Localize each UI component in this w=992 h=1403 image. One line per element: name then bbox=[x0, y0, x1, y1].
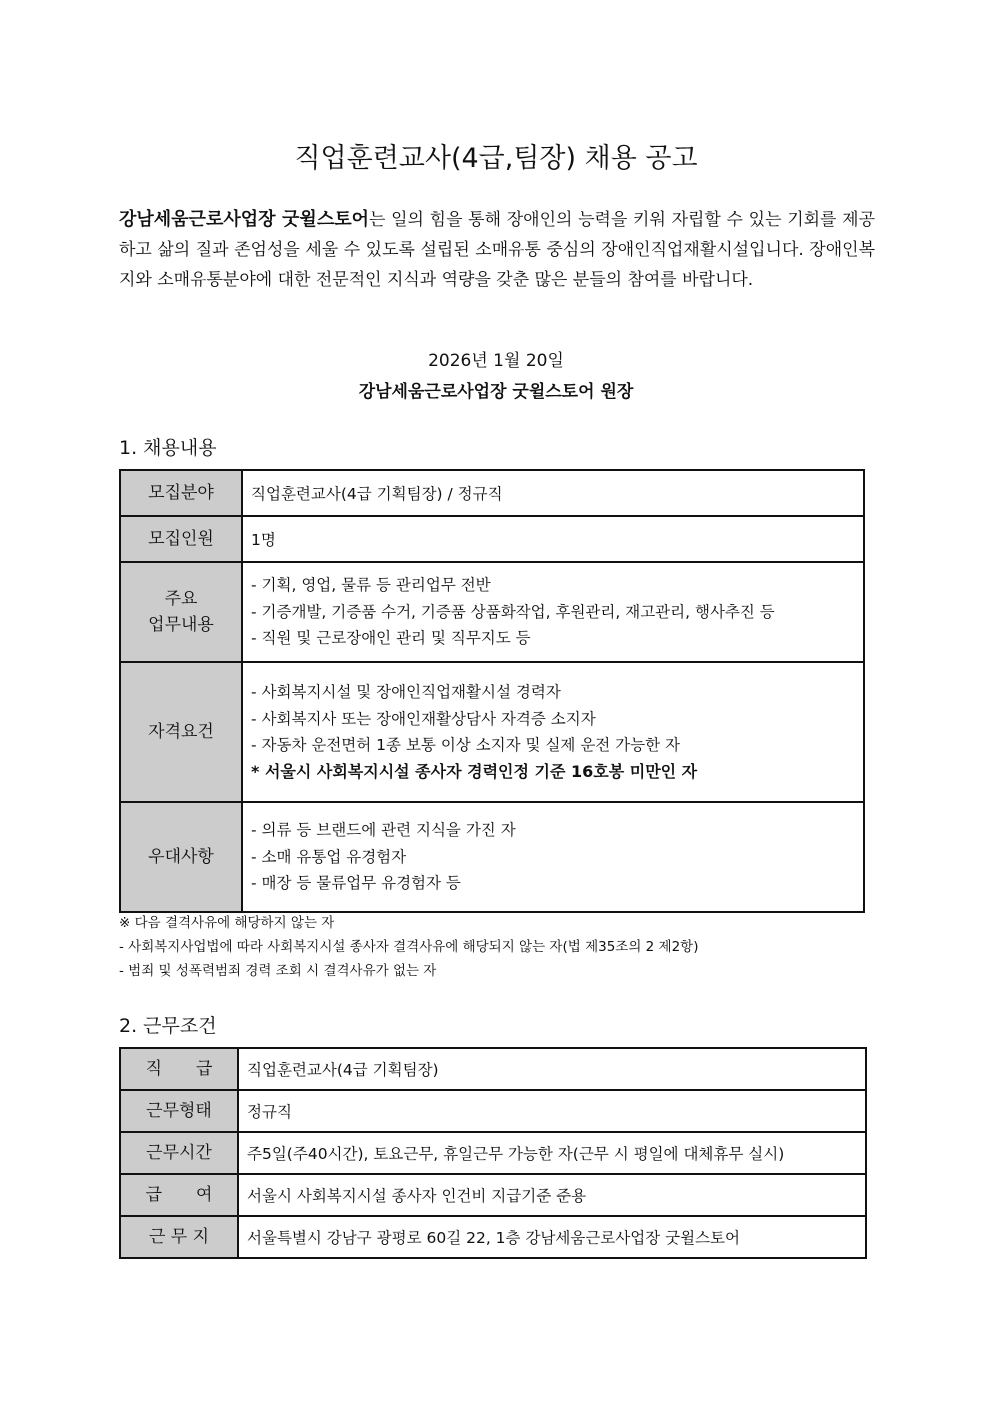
list-item: - 사회복지사 또는 장애인재활상담사 자격증 소지자 bbox=[251, 709, 596, 728]
row-label bbox=[120, 562, 242, 662]
note-line: ※ 다음 결격사유에 해당하지 않는 자 bbox=[119, 915, 335, 931]
row-label-line: 업무내용 bbox=[148, 615, 214, 635]
row-label: 근무형태 bbox=[120, 1090, 238, 1132]
disqualification-notes bbox=[119, 911, 698, 983]
row-value: 서울특별시 강남구 광평로 60길 22, 1층 강남세움근로사업장 굿윌스토어 bbox=[238, 1216, 866, 1258]
row-value: 정규직 bbox=[238, 1090, 866, 1132]
list-item: - 자동차 운전면허 1종 보통 이상 소지자 및 실제 운전 가능한 자 bbox=[251, 736, 681, 754]
recruitment-table bbox=[119, 469, 865, 913]
row-value bbox=[242, 662, 864, 802]
row-label-line: 주요 bbox=[164, 589, 198, 609]
row-label: 모집분야 bbox=[120, 470, 242, 516]
row-label: 모집인원 bbox=[120, 516, 242, 562]
row-value: 직업훈련교사(4급 기획팀장) bbox=[238, 1048, 866, 1090]
intro-text: 는 일의 힘을 통해 장애인의 능력을 키워 자립할 수 있는 기회를 제공하고 삶의 질과 존엄성을 세울 수 있도록 설립된 소매유통 중심의 장애인직업재활시설입니다. 장애인복지와 소매유통분야에 대한 전문적인 지식과 역량을 갖춘 많은 분들의 참여를 바랍니다. bbox=[119, 210, 876, 290]
row-value: 1명 bbox=[242, 516, 864, 562]
table-row bbox=[120, 516, 864, 562]
list-item: - 의류 등 브랜드에 관련 지식을 가진 자 bbox=[251, 821, 516, 840]
row-label: 우대사항 bbox=[120, 802, 242, 912]
row-value: 주5일(주40시간), 토요근무, 휴일근무 가능한 자(근무 시 평일에 대체휴무 실시) bbox=[238, 1132, 866, 1174]
table-row bbox=[120, 1090, 866, 1132]
row-label: 근 무 지 bbox=[120, 1216, 238, 1258]
note-line: - 범죄 및 성폭력범죄 경력 조회 시 결격사유가 없는 자 bbox=[119, 963, 437, 979]
list-item: - 기획, 영업, 물류 등 관리업무 전반 bbox=[251, 576, 491, 595]
row-label: 근무시간 bbox=[120, 1132, 238, 1174]
list-item: - 소매 유통업 유경험자 bbox=[251, 847, 407, 866]
list-item: - 사회복지시설 및 장애인직업재활시설 경력자 bbox=[251, 683, 561, 701]
table-row bbox=[120, 1048, 866, 1090]
section-heading-recruitment: 1. 채용내용 bbox=[119, 437, 217, 459]
row-value: 서울시 사회복지시설 종사자 인건비 지급기준 준용 bbox=[238, 1174, 866, 1216]
list-item-emphasis: * 서울시 사회복지시설 종사자 경력인정 기준 16호봉 미만인 자 bbox=[251, 761, 698, 781]
notice-date: 2026년 1월 20일 bbox=[428, 351, 564, 371]
table-row bbox=[120, 470, 864, 516]
note-line: - 사회복지사업법에 따라 사회복지시설 종사자 결격사유에 해당되지 않는 자(법 제35조의 2 제2항) bbox=[119, 939, 699, 955]
intro-paragraph bbox=[119, 205, 875, 295]
page-title: 직업훈련교사(4급,팀장) 채용 공고 bbox=[294, 143, 698, 174]
row-value bbox=[242, 802, 864, 912]
row-label: 자격요건 bbox=[120, 662, 242, 802]
table-row bbox=[120, 562, 864, 662]
table-row bbox=[120, 802, 864, 912]
list-item: - 직원 및 근로장애인 관리 및 직무지도 등 bbox=[251, 629, 531, 648]
conditions-table bbox=[119, 1047, 867, 1259]
row-label: 직 급 bbox=[120, 1048, 238, 1090]
table-row bbox=[120, 662, 864, 802]
table-row bbox=[120, 1132, 866, 1174]
row-value: 직업훈련교사(4급 기획팀장) / 정규직 bbox=[242, 470, 864, 516]
row-value bbox=[242, 562, 864, 662]
table-row bbox=[120, 1216, 866, 1258]
intro-org-name: 강남세움근로사업장 굿윌스토어 bbox=[119, 209, 369, 230]
list-item: - 기증개발, 기증품 수거, 기증품 상품화작업, 후원관리, 재고관리, 행사추진 등 bbox=[251, 602, 775, 621]
row-label: 급 여 bbox=[120, 1174, 238, 1216]
section-heading-conditions: 2. 근무조건 bbox=[119, 1015, 217, 1037]
list-item: - 매장 등 물류업무 유경험자 등 bbox=[251, 874, 461, 893]
notice-issuer: 강남세움근로사업장 굿윌스토어 원장 bbox=[358, 382, 634, 402]
table-row bbox=[120, 1174, 866, 1216]
